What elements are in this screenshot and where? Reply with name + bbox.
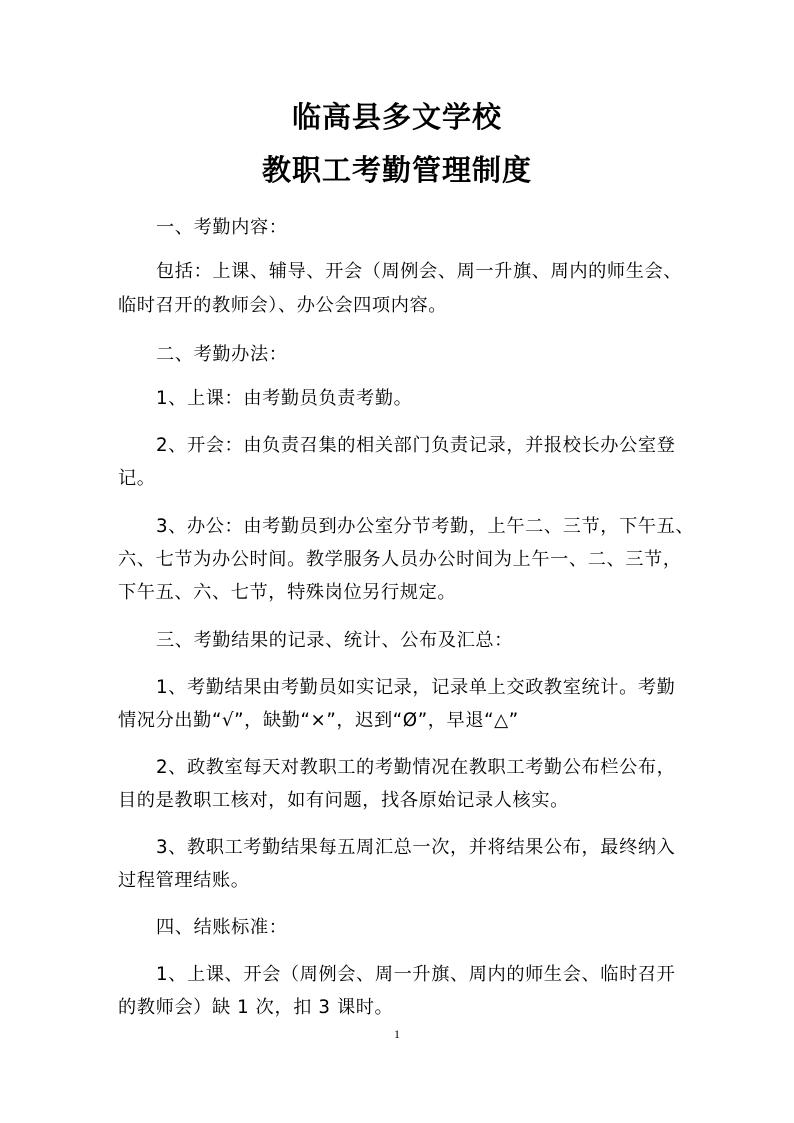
paragraph-line: 临时召开的教师会）、办公会四项内容。 bbox=[118, 295, 448, 316]
paragraph-line: 1、考勤结果由考勤员如实记录，记录单上交政教室统计。考勤 bbox=[156, 677, 676, 698]
section-heading: 三、考勤结果的记录、统计、公布及汇总： bbox=[156, 630, 513, 651]
section-heading: 一、考勤内容： bbox=[156, 217, 288, 238]
paragraph-line: 情况分出勤“√”，缺勤“×”，迟到“Ø”，早退“△” bbox=[118, 710, 519, 731]
paragraph-line: 2、政教室每天对教职工的考勤情况在教职工考勤公布栏公布， bbox=[156, 757, 676, 778]
paragraph-line: 1、上课：由考勤员负责考勤。 bbox=[156, 388, 413, 409]
page-number: 1 bbox=[394, 1027, 400, 1041]
paragraph-line: 六、七节为办公时间。教学服务人员办公时间为上午一、二、三节， bbox=[118, 549, 682, 570]
paragraph-line: 的教师会）缺 1 次，扣 3 课时。 bbox=[118, 997, 394, 1018]
paragraph-line: 过程管理结账。 bbox=[118, 870, 250, 891]
paragraph-line: 3、教职工考勤结果每五周汇总一次，并将结果公布，最终纳入 bbox=[156, 837, 676, 858]
paragraph-line: 目的是教职工核对，如有问题，找各原始记录人核实。 bbox=[118, 790, 569, 811]
school-title: 临高县多文学校 bbox=[291, 100, 502, 134]
paragraph-line: 1、上课、开会（周例会、周一升旗、周内的师生会、临时召开 bbox=[156, 964, 676, 985]
paragraph-line: 3、办公：由考勤员到办公室分节考勤，上午二、三节，下午五、 bbox=[156, 516, 695, 537]
paragraph-line: 下午五、六、七节，特殊岗位另行规定。 bbox=[118, 582, 457, 603]
paragraph-line: 记。 bbox=[118, 468, 156, 489]
section-heading: 二、考勤办法： bbox=[156, 344, 288, 365]
section-heading: 四、结账标准： bbox=[156, 917, 288, 938]
paragraph-line: 包括：上课、辅导、开会（周例会、周一升旗、周内的师生会、 bbox=[156, 261, 683, 282]
document-title: 教职工考勤管理制度 bbox=[261, 153, 532, 187]
paragraph-line: 2、开会：由负责召集的相关部门负责记录，并报校长办公室登 bbox=[156, 435, 676, 456]
